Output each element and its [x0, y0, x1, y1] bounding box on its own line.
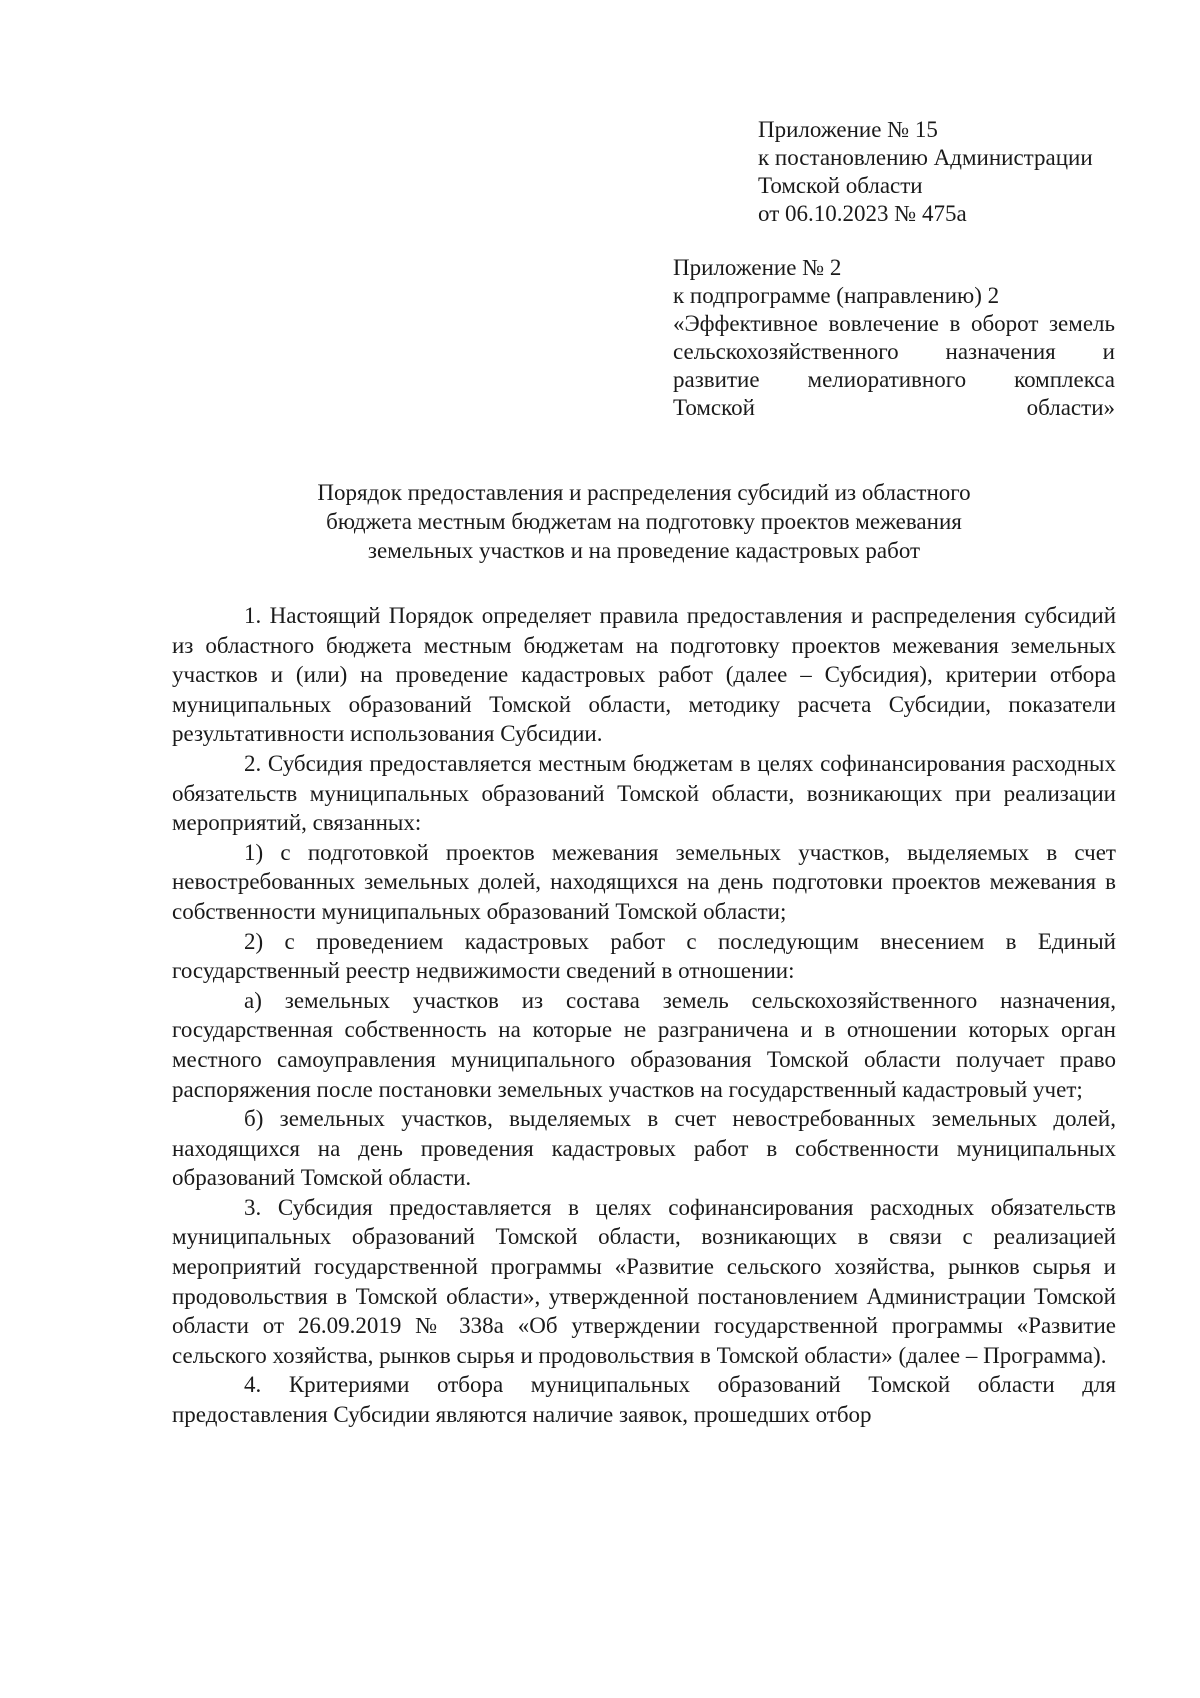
paragraph-2-item-1: 1) с подготовкой проектов межевания земельных участков, выделяемых в счет невостребованных земельных долей, находящихся на день подготовки проектов межевания в собственности муниципальных образований Томской области; — [172, 839, 1116, 924]
annex-reference: к постановлению Администрации — [758, 145, 1093, 170]
paragraph-2-item-2: 2) с проведением кадастровых работ с последующим внесением в Единый государственный реестр недвижимости сведений в отношении: — [172, 928, 1116, 984]
paragraph-3: 3. Субсидия предоставляется в целях софинансирования расходных обязательств муниципальных образований Томской области, возникающих в связи с реализацией мероприятий государственной программы «Развитие сельского хозяйства, рынков сырья и продовольствия в Томской области», утвержденной постановлением Администрации Томской области от 26.09.2019 № 338а «Об утверждении государственной программы «Развитие сельского хозяйства, рынков сырья и продовольствия в Томской области» (далее – Программа). — [172, 1194, 1116, 1368]
title-line: бюджета местным бюджетам на подготовку проектов межевания — [326, 509, 962, 534]
annex-date-number: от 06.10.2023 № 475а — [758, 201, 967, 226]
subprogram-reference: к подпрограмме (направлению) 2 — [673, 283, 1000, 308]
title-line: Порядок предоставления и распределения субсидий из областного — [317, 480, 971, 505]
paragraph-2-item-2a: а) земельных участков из состава земель сельскохозяйственного назначения, государственная собственность на которые не разграничена и в отношении которых орган местного самоуправления муниципального образования Томской области получает право распоряжения после постановки земельных участков на государственный кадастровый учет; — [172, 987, 1116, 1102]
annex-region: Томской области — [758, 173, 923, 198]
paragraph-2-item-2b: б) земельных участков, выделяемых в счет невостребованных земельных долей, находящихся на день проведения кадастровых работ в собственности муниципальных образований Томской области. — [172, 1106, 1116, 1191]
subprogram-annex-number: Приложение № 2 — [673, 255, 842, 280]
annex-number: Приложение № 15 — [758, 117, 938, 142]
annex-header — [758, 116, 1093, 228]
document-body — [172, 601, 1116, 1430]
paragraph-1: 1. Настоящий Порядок определяет правила предоставления и распределения субсидий из областного бюджета местным бюджетам на подготовку проектов межевания земельных участков и (или) на проведение кадастровых работ (далее – Субсидия), критерии отбора муниципальных образований Томской области, методику расчета Субсидии, показатели результативности использования Субсидии. — [172, 603, 1116, 747]
document-title — [172, 478, 1116, 565]
title-line: земельных участков и на проведение кадастровых работ — [367, 538, 921, 563]
paragraph-4: 4. Критериями отбора муниципальных образований Томской области для предоставления Субсидии являются наличие заявок, прошедших отбор — [172, 1372, 1116, 1428]
subprogram-name: «Эффективное вовлечение в оборот земель сельскохозяйственного назначения и развитие мелиоративного комплекса Томской области» — [673, 311, 1115, 420]
subprogram-header — [673, 254, 1115, 422]
paragraph-2: 2. Субсидия предоставляется местным бюджетам в целях софинансирования расходных обязательств муниципальных образований Томской области, возникающих при реализации мероприятий, связанных: — [172, 750, 1116, 836]
